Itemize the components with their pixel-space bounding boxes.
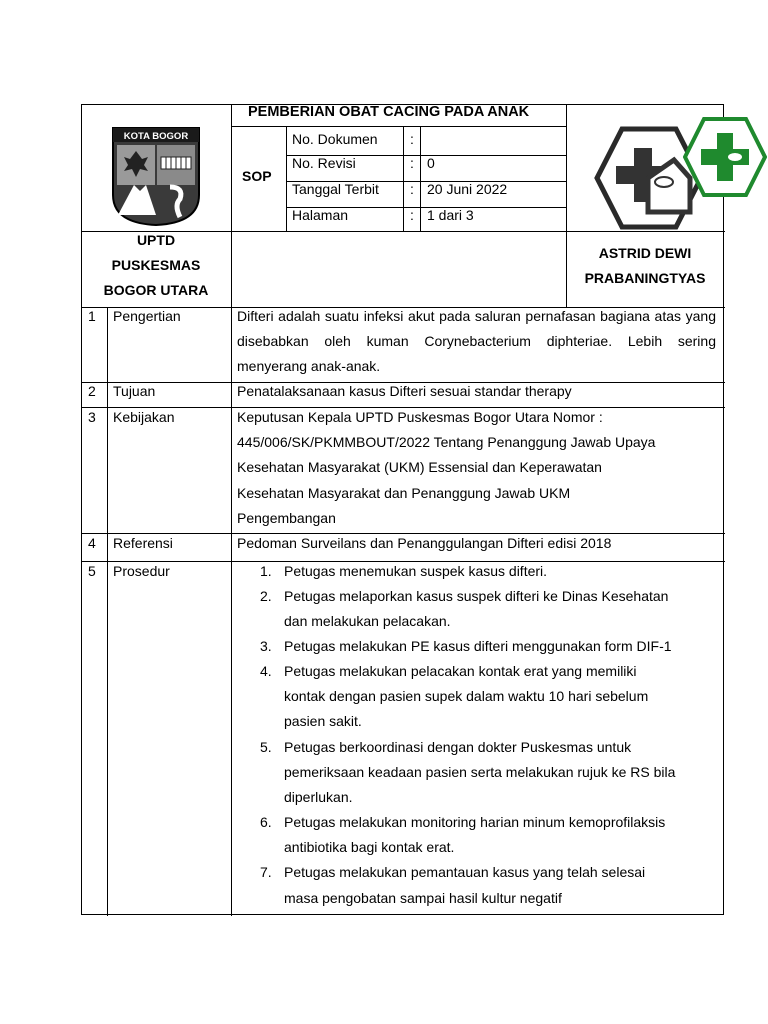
- meta-label-tanggal-terbit: Tanggal Terbit: [292, 181, 379, 197]
- step-line: Petugas melakukan pemantauan kasus yang telah selesai: [284, 864, 646, 880]
- meta-colon: :: [410, 181, 414, 197]
- step-line: diperlukan.: [284, 789, 353, 805]
- step-line: Petugas melakukan monitoring harian minum kemoprofilaksis: [284, 814, 666, 830]
- kebijakan-line: Keputusan Kepala UPTD Puskesmas Bogor Utara Nomor :: [237, 409, 603, 425]
- row-number: 3: [88, 409, 96, 425]
- row-text-referensi: Pedoman Surveilans dan Penanggulangan Difteri edisi 2018: [237, 535, 612, 551]
- step-line: pemeriksaan keadaan pasien serta melakukan rujuk ke RS bila: [284, 764, 676, 780]
- row-number: 5: [88, 563, 96, 579]
- step-number: 6.: [260, 814, 272, 830]
- meta-value-halaman: 1 dari 3: [427, 207, 474, 223]
- signer-line-1: ASTRID DEWI: [598, 245, 692, 261]
- meta-value-tanggal-terbit: 20 Juni 2022: [427, 181, 508, 197]
- kota-bogor-emblem: [110, 125, 202, 227]
- step-line: Petugas melakukan pelacakan kontak erat yang memiliki: [284, 663, 637, 679]
- row-label-kebijakan: Kebijakan: [113, 409, 175, 425]
- row-number: 1: [88, 308, 96, 324]
- kebijakan-line: 445/006/SK/PKMMBOUT/2022 Tentang Penanggung Jawab Upaya: [237, 434, 656, 450]
- document-title: PEMBERIAN OBAT CACING PADA ANAK: [248, 104, 530, 120]
- step-line: kontak dengan pasien supek dalam waktu 10 hari sebelum: [284, 688, 649, 704]
- step-line: Petugas berkoordinasi dengan dokter Puskesmas untuk: [284, 739, 632, 755]
- step-number: 2.: [260, 588, 272, 604]
- sop-label: SOP: [242, 168, 272, 184]
- row-label-tujuan: Tujuan: [113, 383, 156, 399]
- step-number: 3.: [260, 638, 272, 654]
- row-text-pengertian: Difteri adalah suatu infeksi akut pada saluran pernafasan bagiana atas yang disebabkan oleh kuman Corynebacterium diphteriae. Lebih sering menyerang anak-anak.: [237, 308, 716, 374]
- meta-label-no-dokumen: No. Dokumen: [292, 131, 378, 147]
- meta-label-no-revisi: No. Revisi: [292, 155, 356, 171]
- row-number: 2: [88, 383, 96, 399]
- org-line-2: PUSKESMAS: [111, 257, 201, 273]
- meta-colon: :: [410, 155, 414, 171]
- step-number: 5.: [260, 739, 272, 755]
- step-line: pasien sakit.: [284, 713, 362, 729]
- kebijakan-line: Pengembangan: [237, 510, 336, 526]
- meta-colon: :: [410, 207, 414, 223]
- row-number: 4: [88, 535, 96, 551]
- meta-label-halaman: Halaman: [292, 207, 349, 223]
- step-line: dan melakukan pelacakan.: [284, 613, 451, 629]
- signer-line-2: PRABANINGTYAS: [584, 270, 706, 286]
- step-number: 1.: [260, 563, 272, 579]
- logo-text: KOTA BOGOR: [123, 131, 189, 142]
- meta-value-no-revisi: 0: [427, 155, 435, 171]
- kebijakan-line: Kesehatan Masyarakat dan Penanggung Jawab UKM: [237, 485, 571, 501]
- row-label-referensi: Referensi: [113, 535, 173, 551]
- row-label-pengertian: Pengertian: [113, 308, 181, 324]
- step-line: Petugas melakukan PE kasus difteri menggunakan form DIF-1: [284, 638, 672, 654]
- kebijakan-line: Kesehatan Masyarakat (UKM) Essensial dan Keperawatan: [237, 459, 602, 475]
- row-text-tujuan: Penatalaksanaan kasus Difteri sesuai standar therapy: [237, 383, 572, 399]
- org-line-3: BOGOR UTARA: [103, 282, 209, 298]
- step-line: Petugas menemukan suspek kasus difteri.: [284, 563, 548, 579]
- meta-colon: :: [410, 131, 414, 147]
- step-line: Petugas melaporkan kasus suspek difteri ke Dinas Kesehatan: [284, 588, 669, 604]
- step-number: 7.: [260, 864, 272, 880]
- step-line: masa pengobatan sampai hasil kultur negatif: [284, 890, 562, 906]
- step-line: antibiotika bagi kontak erat.: [284, 839, 455, 855]
- row-label-prosedur: Prosedur: [113, 563, 170, 579]
- org-line-1: UPTD: [136, 232, 176, 248]
- step-number: 4.: [260, 663, 272, 679]
- green-cross-logo: [683, 117, 767, 197]
